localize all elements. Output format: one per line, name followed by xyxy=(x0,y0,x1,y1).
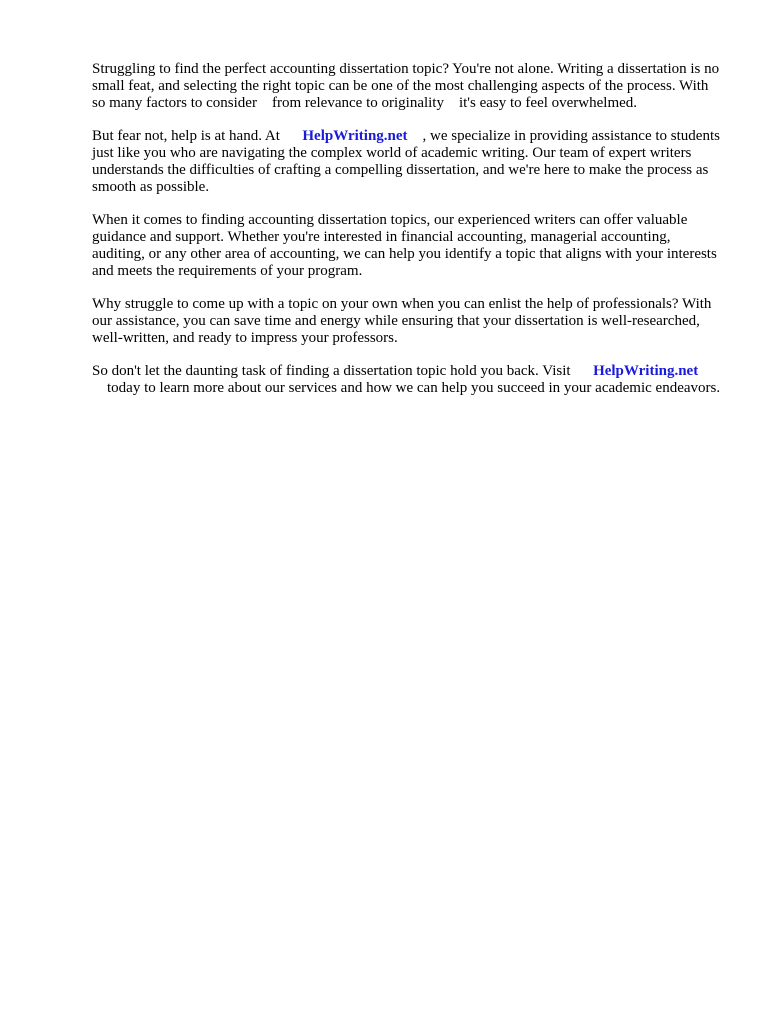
paragraph-help xyxy=(92,128,722,196)
paragraph-visit xyxy=(92,363,722,397)
paragraph-topics: When it comes to finding accounting dissertation topics, our experienced writers can offer valuable guidance and support. Whether you're interested in financial accounting, managerial accounting, auditing, or any other area of accounting, we can help you identify a topic that aligns with your interests and meets the requirements of your program. xyxy=(92,212,717,279)
paragraph-why: Why struggle to come up with a topic on your own when you can enlist the help of professionals? With our assistance, you can save time and energy while ensuring that your dissertation is well-researched, well-written, and ready to impress your professors. xyxy=(92,296,712,346)
paragraph-visit-lead: So don't let the daunting task of finding a dissertation topic hold you back. Visit xyxy=(92,363,594,379)
paragraph-help-rest: , we specialize in providing assistance to students just like you who are navigating the complex world of academic writing. Our team of expert writers understands the difficulties of crafting a compelling dissertation, and we're here to make the process as smooth as possible. xyxy=(92,128,720,195)
paragraph-intro: Struggling to find the perfect accounting dissertation topic? You're not alone. Writing a dissertation is no small feat, and selecting the right topic can be one of the most challenging aspects of the process. With so many factors to consider from relevance to originality it's easy to feel overwhelmed. xyxy=(92,61,720,111)
paragraph-visit-rest: today to learn more about our services and how we can help you succeed in your academic endeavors. xyxy=(92,380,721,396)
helpwriting-link[interactable]: HelpWriting.net xyxy=(302,128,408,144)
paragraph-help-lead: But fear not, help is at hand. At xyxy=(92,128,303,144)
helpwriting-link-visit[interactable]: HelpWriting.net xyxy=(593,363,699,379)
document-body xyxy=(92,61,722,413)
